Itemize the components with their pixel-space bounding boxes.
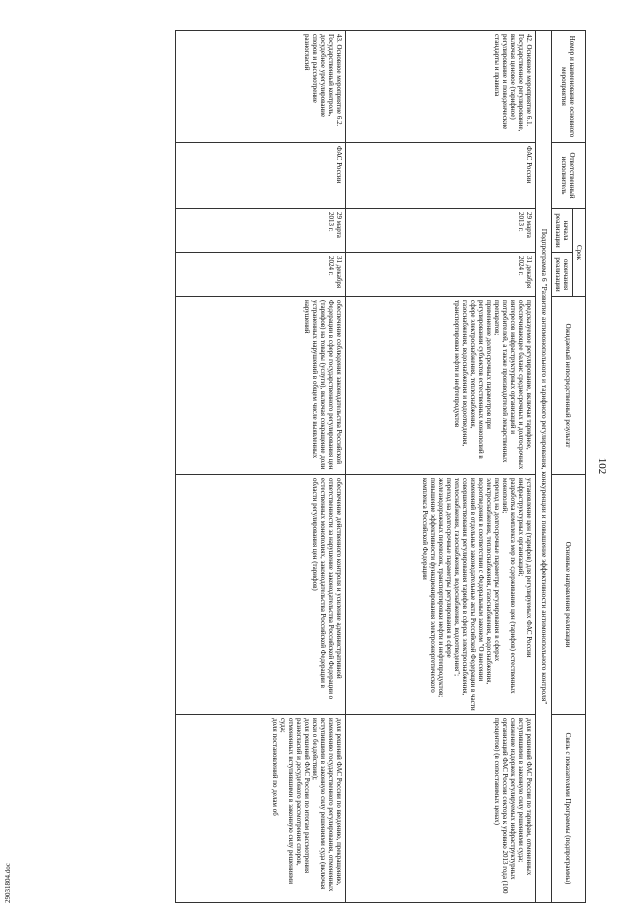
page-number: 102 bbox=[596, 457, 608, 475]
header-expected-result: Ожидаемый непосредственный результат bbox=[551, 297, 585, 475]
document-filename bbox=[4, 858, 24, 903]
table-row bbox=[176, 31, 346, 903]
link-cell: доля решений ФАС России по введению, прекращению, изменению государственного регулирования, отмененных вступившими в законную силу решениями суда (включая иски о бездействии); доля решений ФАС России по итогам рассмотрения разногласий и досудебного рассмотрения споров, отмененных вступившими в законную силу решениями суда; доля постановлений по делам об bbox=[176, 715, 346, 903]
header-term: Срок bbox=[572, 209, 585, 297]
rotated-page bbox=[43, 30, 608, 902]
measure-name: Основное мероприятие 6.1. Государственное регулирование, включая ценовое (тарифное) регулирование и поведенческие стандарты и правила bbox=[493, 34, 534, 132]
header-row bbox=[572, 31, 585, 903]
subprogram-title: Подпрограмма 6 "Развитие антимонопольного и тарифного регулирования, конкуренции и повышение эффективности антимонопольного контроля" bbox=[536, 31, 552, 903]
header-term-end: окончания реализации bbox=[551, 253, 572, 297]
start-cell: 29 марта 2013 г. bbox=[346, 209, 536, 253]
measure-name: Основное мероприятие 6.2. Государственный контроль, досудебное урегулирование споров и рассмотрение разногласий bbox=[303, 34, 344, 127]
header-link: Связь с показателями Программы (подпрограммы) bbox=[551, 715, 585, 903]
row-number: 42. bbox=[525, 34, 534, 43]
table-row bbox=[346, 31, 536, 903]
directions-cell: обеспечение действенного контроля и усиление административной ответственности за нарушение законодательства Российской Федерации о естественных монополиях, законодательства Российской Федерации в области регулирования цен (тарифов) bbox=[176, 475, 346, 715]
header-number-name: Номер и наименование основного мероприятия bbox=[551, 31, 585, 143]
header-executor: Ответственный исполнитель bbox=[551, 143, 585, 209]
executor-cell: ФАС России bbox=[346, 143, 536, 209]
end-cell: 31 декабря 2024 г. bbox=[176, 253, 346, 297]
result-cell: обеспечение соблюдения законодательства Российской Федерации в сфере государственного регулирования цен (тарифов) на товары (услуги), включая сокращение доли устраненных нарушений в общем числе выявленных нарушений bbox=[176, 297, 346, 475]
measures-table bbox=[175, 30, 586, 903]
start-cell: 29 марта 2013 г. bbox=[176, 209, 346, 253]
link-cell: доля решений ФАС России по тарифам, отмененных вступившими в законную силу решениями суда; снижение издержек регулируемых инфраструктурных организаций ФАС России сектора к уровню 2013 года (100 процентов) (в сопоставимых ценах) bbox=[346, 715, 536, 903]
header-directions: Основные направления реализации bbox=[551, 475, 585, 715]
measure-name-cell bbox=[346, 31, 536, 143]
directions-cell: установление цен (тарифов) для регулируемых ФАС России инфраструктурных организаций; разработка комплекса мер по сдерживанию цен (тарифов) естественных монополий; переход на долгосрочные параметры регулирования в сферах электроснабжения, теплоснабжения, газоснабжения, водоснабжения, водоотведения в соответствии с Федеральным законом "О внесении изменений в отдельные законодательные акты Российской Федерации в части совершенствования регулирования тарифов в сферах электроснабжения, теплоснабжения, газоснабжения, водоснабжения, водоотведения"; переход на долгосрочные параметры регулирования в сфере железнодорожных перевозок, транспортировки нефти и нефтепродуктов; повышение эффективности функционирования электроэнергетического комплекса Российской Федерации bbox=[346, 475, 536, 715]
header-term-start: начала реализации bbox=[551, 209, 572, 253]
document-filename-text: 29031804.doc bbox=[4, 863, 12, 903]
subprogram-row bbox=[536, 31, 552, 903]
measure-name-cell bbox=[176, 31, 346, 143]
row-number: 43. bbox=[335, 34, 344, 43]
result-cell: предсказуемое регулирование, включая тарифное, обеспечивающее баланс среднесрочных и долгосрочных интересов инфраструктурных организаций и потребителей, а также производителей лекарственных препаратов; применение долгосрочных параметров при регулировании субъектов естественных монополий в сфере электроснабжения, теплоснабжения, газоснабжения, водоснабжения и водоотведения, транспортировки нефти и нефтепродуктов bbox=[346, 297, 536, 475]
end-cell: 31 декабря 2024 г. bbox=[346, 253, 536, 297]
executor-cell: ФАС России bbox=[176, 143, 346, 209]
